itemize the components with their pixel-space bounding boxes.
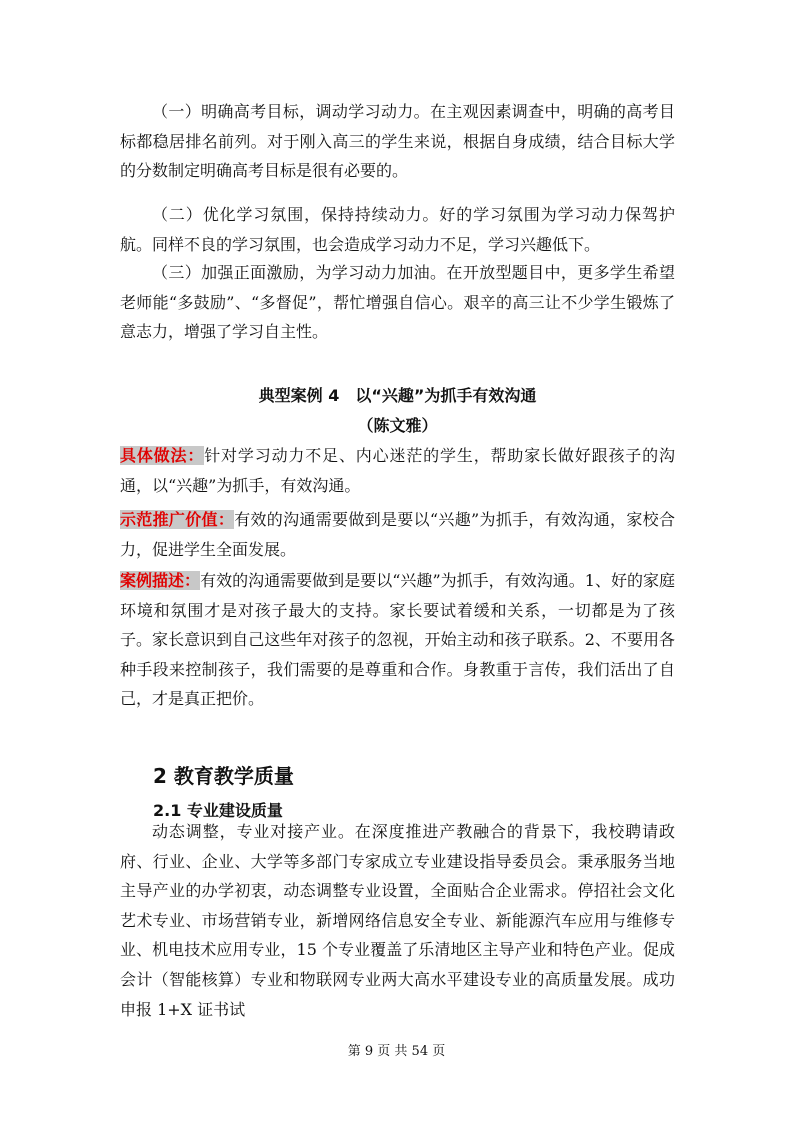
- value-label: 示范推广价值：: [120, 510, 235, 529]
- paragraph-goal: （一）明确高考目标，调动学习动力。在主观因素调查中，明确的高考目标都稳居排名前列。对于刚入高三的学生来说，根据自身成绩，结合目标大学的分数制定明确高考目标是很有必要的。: [120, 102, 675, 181]
- page-footer: 第 9 页 共 54 页: [347, 1044, 446, 1059]
- paragraph-major-construction: 动态调整，专业对接产业。在深度推进产教融合的背景下，我校聘请政府、行业、企业、大学等多部门专家成立专业建设指导委员会。秉承服务当地主导产业的办学初衷，动态调整专业设置，全面贴合企业需求。停招社会文化艺术专业、市场营销专业，新增网络信息安全专业、新能源汽车应用与维修专业、机电技术应用专业，15 个专业覆盖了乐清地区主导产业和特色产业。促成会计（智能核算）专业和物联网专业两大高水平建设专业的高质量发展。成功申报 1+X 证书试: [120, 822, 675, 1019]
- description-label: 案例描述：: [120, 571, 201, 590]
- paragraph-encouragement: （三）加强正面激励，为学习动力加油。在开放型题目中，更多学生希望老师能“多鼓励”、“多督促”，帮忙增强自信心。艰辛的高三让不少学生锻炼了意志力，增强了学习自主性。: [120, 263, 675, 342]
- description-text: 有效的沟通需要做到是要以“兴趣”为抓手，有效沟通。1、好的家庭环境和氛围才是对孩子最大的支持。家长要试着缓和关系，一切都是为了孩子。家长意识到自己这些年对孩子的忽视，开始主动和孩子联系。2、不要用各种手段来控制孩子，我们需要的是尊重和合作。身教重于言传，我们活出了自己，才是真正把价。: [120, 571, 675, 709]
- paragraph-atmosphere: （二）优化学习氛围，保持持续动力。好的学习氛围为学习动力保驾护航。同样不良的学习氛围，也会造成学习动力不足，学习兴趣低下。: [120, 205, 675, 254]
- subsection-heading: 2.1 专业建设质量: [153, 801, 283, 820]
- case-value: [120, 505, 675, 564]
- method-text: 针对学习动力不足、内心迷茫的学生，帮助家长做好跟孩子的沟通，以“兴趣”为抓手，有效沟通。: [120, 446, 675, 495]
- case-method: [120, 441, 675, 500]
- section-heading: 2 教育教学质量: [153, 764, 294, 788]
- case-title: 典型案例 4 以“兴趣”为抓手有效沟通: [258, 386, 537, 405]
- case-description: [120, 566, 675, 714]
- value-text: 有效的沟通需要做到是要以“兴趣”为抓手，有效沟通，家校合力，促进学生全面发展。: [120, 510, 675, 559]
- case-author: （陈文雅）: [357, 416, 438, 435]
- method-label: 具体做法：: [120, 446, 205, 465]
